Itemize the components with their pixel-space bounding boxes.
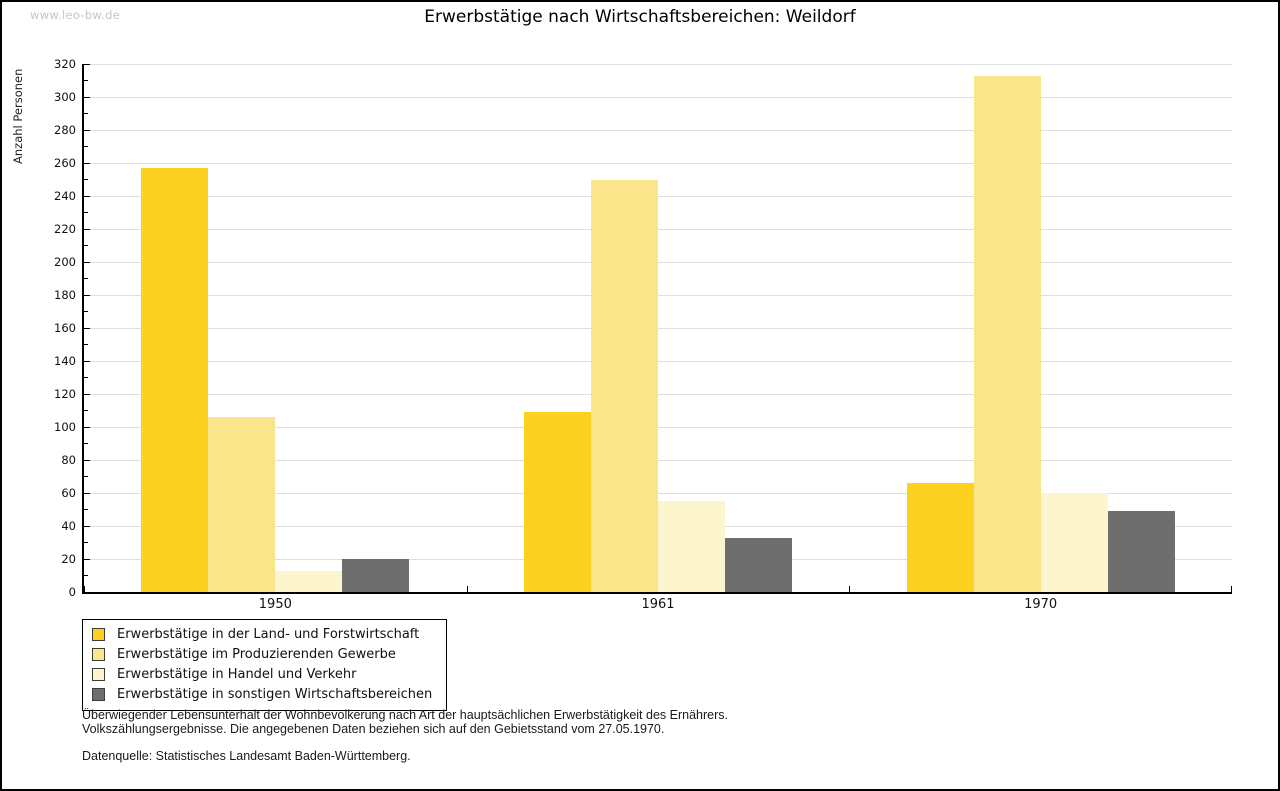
y-axis-tick-label: 320 bbox=[54, 57, 76, 71]
legend-label: Erwerbstätige in Handel und Verkehr bbox=[117, 666, 357, 682]
bar-1961-series-3 bbox=[658, 501, 725, 592]
y-axis-major-tick bbox=[84, 229, 90, 230]
y-axis-minor-tick bbox=[84, 80, 88, 81]
bar-1950-series-4 bbox=[342, 559, 409, 592]
gridline bbox=[84, 64, 1232, 65]
gridline bbox=[84, 328, 1232, 329]
y-axis-major-tick bbox=[84, 460, 90, 461]
x-axis-tick bbox=[1231, 586, 1232, 592]
x-axis-tick bbox=[849, 586, 850, 592]
plot-area bbox=[54, 57, 1232, 612]
x-axis-label: 1950 bbox=[258, 597, 292, 612]
y-axis-major-tick bbox=[84, 493, 90, 494]
y-axis-tick-label: 100 bbox=[54, 420, 76, 434]
footnote-block bbox=[82, 708, 1182, 763]
legend-item-4 bbox=[92, 684, 432, 704]
x-axis-label: 1970 bbox=[1024, 597, 1058, 612]
legend-label: Erwerbstätige in der Land- und Forstwirtschaft bbox=[117, 627, 420, 643]
y-axis-minor-tick bbox=[84, 509, 88, 510]
y-axis-tick-label: 140 bbox=[54, 354, 76, 368]
y-axis-minor-tick bbox=[84, 344, 88, 345]
y-axis-major-tick bbox=[84, 427, 90, 428]
bar-1950-series-3 bbox=[275, 571, 342, 592]
bar-1970-series-2 bbox=[974, 76, 1041, 592]
y-axis-minor-tick bbox=[84, 311, 88, 312]
legend-label: Erwerbstätige im Produzierenden Gewerbe bbox=[117, 647, 396, 663]
gridline bbox=[84, 394, 1232, 395]
y-axis-tick-label: 260 bbox=[54, 156, 76, 170]
y-axis-major-tick bbox=[84, 163, 90, 164]
y-axis-major-tick bbox=[84, 526, 90, 527]
y-axis-tick-label: 180 bbox=[54, 288, 76, 302]
gridline bbox=[84, 97, 1232, 98]
data-source-line: Datenquelle: Statistisches Landesamt Baden-Württemberg. bbox=[82, 749, 411, 763]
bar-1961-series-1 bbox=[524, 412, 591, 592]
y-axis-tick-label: 20 bbox=[61, 552, 76, 566]
y-axis-major-tick bbox=[84, 559, 90, 560]
legend bbox=[82, 619, 447, 711]
y-axis-major-tick bbox=[84, 196, 90, 197]
bar-1970-series-3 bbox=[1041, 493, 1108, 592]
bar-1961-series-4 bbox=[725, 538, 792, 592]
chart-title: Erwerbstätige nach Wirtschaftsbereichen: Weildorf bbox=[424, 7, 856, 27]
x-axis-label: 1961 bbox=[641, 597, 675, 612]
y-axis-minor-tick bbox=[84, 476, 88, 477]
gridline bbox=[84, 229, 1232, 230]
y-axis-major-tick bbox=[84, 328, 90, 329]
gridline bbox=[84, 196, 1232, 197]
y-axis-tick-label: 200 bbox=[54, 255, 76, 269]
y-axis-minor-tick bbox=[84, 443, 88, 444]
legend-swatch-icon bbox=[92, 628, 105, 641]
y-axis-tick-label: 120 bbox=[54, 387, 76, 401]
y-axis-major-tick bbox=[84, 394, 90, 395]
gridline bbox=[84, 295, 1232, 296]
legend-swatch-icon bbox=[92, 668, 105, 681]
footnote-line-1: Überwiegender Lebensunterhalt der Wohnbevölkerung nach Art der hauptsächlichen Erwerbstätigkeit des Ernährers. bbox=[82, 708, 728, 722]
gridline bbox=[84, 163, 1232, 164]
y-axis-tick-label: 60 bbox=[61, 486, 76, 500]
y-axis-tick-label: 220 bbox=[54, 222, 76, 236]
legend-item-1 bbox=[92, 625, 432, 645]
legend-label: Erwerbstätige in sonstigen Wirtschaftsbereichen bbox=[117, 686, 433, 702]
y-axis-minor-tick bbox=[84, 179, 88, 180]
y-axis-minor-tick bbox=[84, 146, 88, 147]
y-axis-minor-tick bbox=[84, 575, 88, 576]
y-axis-minor-tick bbox=[84, 113, 88, 114]
y-axis-tick-label: 40 bbox=[61, 519, 76, 533]
y-axis-major-tick bbox=[84, 130, 90, 131]
y-axis-minor-tick bbox=[84, 245, 88, 246]
legend-swatch-icon bbox=[92, 648, 105, 661]
bar-1970-series-1 bbox=[907, 483, 974, 592]
y-axis-major-tick bbox=[84, 295, 90, 296]
gridline bbox=[84, 130, 1232, 131]
legend-item-2 bbox=[92, 645, 432, 665]
y-axis-tick-label: 160 bbox=[54, 321, 76, 335]
y-axis-tick-label: 80 bbox=[61, 453, 76, 467]
y-axis-major-tick bbox=[84, 361, 90, 362]
watermark-text: www.leo-bw.de bbox=[30, 8, 121, 22]
gridline bbox=[84, 361, 1232, 362]
legend-item-3 bbox=[92, 665, 432, 685]
bar-1970-series-4 bbox=[1108, 511, 1175, 592]
bar-1950-series-1 bbox=[141, 168, 208, 592]
y-axis-tick-label: 0 bbox=[68, 585, 76, 599]
y-axis-title: Anzahl Personen bbox=[11, 68, 25, 164]
y-axis-major-tick bbox=[84, 262, 90, 263]
y-axis-minor-tick bbox=[84, 278, 88, 279]
y-axis-minor-tick bbox=[84, 410, 88, 411]
legend-swatch-icon bbox=[92, 688, 105, 701]
y-axis-tick-label: 280 bbox=[54, 123, 76, 137]
y-axis-tick-label: 240 bbox=[54, 189, 76, 203]
bar-1961-series-2 bbox=[591, 180, 658, 593]
x-axis-tick bbox=[467, 586, 468, 592]
bar-1950-series-2 bbox=[208, 417, 275, 592]
footnote-line-2: Volkszählungsergebnisse. Die angegebenen Daten beziehen sich auf den Gebietsstand vom 27.05.1970. bbox=[82, 722, 665, 736]
gridline bbox=[84, 262, 1232, 263]
x-axis-tick bbox=[84, 586, 85, 592]
y-axis-major-tick bbox=[84, 64, 90, 65]
y-axis-major-tick bbox=[84, 97, 90, 98]
y-axis-minor-tick bbox=[84, 212, 88, 213]
y-axis-minor-tick bbox=[84, 377, 88, 378]
y-axis-tick-label: 300 bbox=[54, 90, 76, 104]
y-axis-minor-tick bbox=[84, 542, 88, 543]
